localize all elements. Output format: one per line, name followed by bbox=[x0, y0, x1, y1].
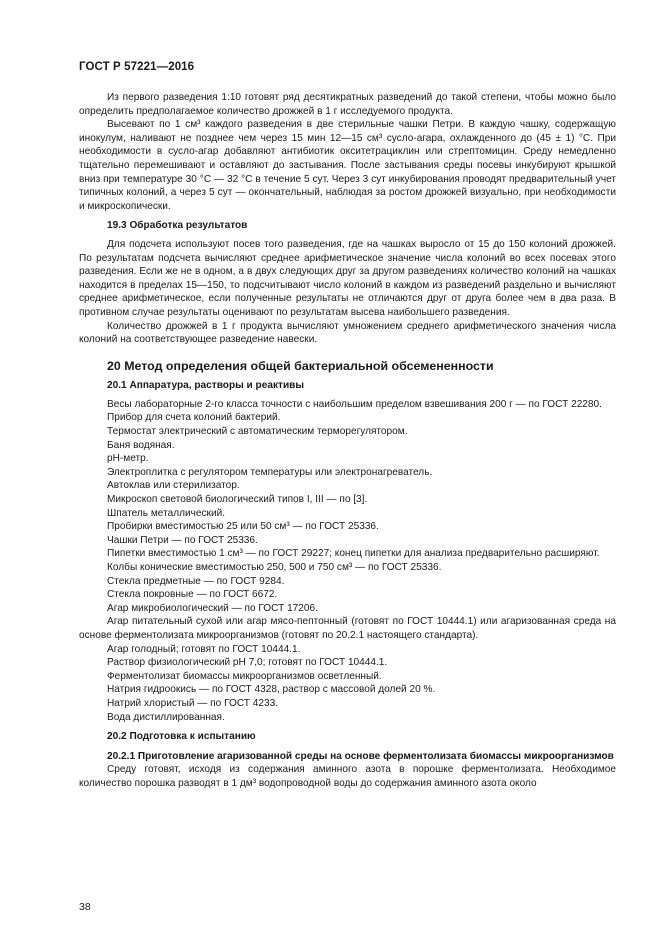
paragraph: Из первого разведения 1:10 готовят ряд десятикратных разведений до такой степени, чтобы можно было определить предполагаемое количество дрожжей в 1 г исследуемого продукта. bbox=[79, 92, 616, 117]
equipment-item: Стекла предметные — по ГОСТ 9284. bbox=[107, 575, 285, 587]
page-content bbox=[79, 91, 616, 791]
equipment-item: Стекла покровные — по ГОСТ 6672. bbox=[107, 589, 278, 601]
equipment-item: Колбы конические вместимостью 250, 500 и 750 см³ — по ГОСТ 25336. bbox=[107, 562, 442, 573]
equipment-item: Микроскоп световой биологический типов I, III — по [3]. bbox=[107, 494, 368, 506]
paragraph: Высевают по 1 см³ каждого разведения в две стерильные чашки Петри. В каждую чашку, содержащую инокулум, наливают не позднее чем через 15 мин 12—15 см³ сусло-агара, охлажденного до (45 ± 1) °С. При необходимости в сусло-агар добавляют антибиотик окситетрациклин или стрептомицин. Среду немедленно тщательно перемешивают и оставляют до застывания. После застывания среды посевы инкубируют крышкой вниз при температуре 30 °С — 32 °С в течение 5 сут. Через 3 сут инкубирования проводят предварительный учет типичных колоний, а через 5 сут — окончательный, наблюдая за ростом дрожжей визуально, при необходимости и микроскопически. bbox=[79, 119, 616, 212]
subsection-heading-20-2-1: 20.2.1 Приготовление агаризованной среды на основе ферментолизата биомассы микроорганизмов bbox=[107, 750, 614, 762]
document-header: ГОСТ Р 57221—2016 bbox=[79, 61, 195, 73]
paragraph: Количество дрожжей в 1 г продукта вычисляют умножением среднего арифметического значения числа колоний на соответствующее разведение навески. bbox=[79, 320, 616, 346]
equipment-item: Баня водяная. bbox=[107, 439, 175, 451]
equipment-item: Агар голодный; готовят по ГОСТ 10444.1. bbox=[107, 643, 301, 655]
equipment-item: Пробирки вместимостью 25 или 50 см³ — по ГОСТ 25336. bbox=[107, 521, 379, 533]
subsection-heading-20-1: 20.1 Аппаратура, растворы и реактивы bbox=[107, 380, 304, 392]
section-heading-20: 20 Метод определения общей бактериальной обсемененности bbox=[107, 358, 494, 373]
equipment-item: Пипетки вместимостью 1 см³ — по ГОСТ 29227; конец пипетки для анализа предварительно расширяют. bbox=[107, 548, 600, 560]
equipment-item: Весы лабораторные 2-го класса точности с наибольшим пределом взвешивания 200 г — по ГОСТ 22280. bbox=[107, 398, 602, 410]
subsection-heading-19-3: 19.3 Обработка результатов bbox=[107, 220, 248, 232]
page-number: 38 bbox=[79, 901, 91, 913]
paragraph: Для подсчета используют посев того разведения, где на чашках выросло от 15 до 150 колоний дрожжей. По результатам подсчета вычисляют среднее арифметическое значение числа колоний во всех посевах этого разведения. Если же не в одном, а в двух следующих друг за другом разведениях количество колоний на чашках находится в пределах 15—150, то подсчитывают число колоний в каждом из разведений раздельно и вычисляют среднее арифметическое, если полученные результаты не отличаются друг от друга более чем в два раза. В противном случае результаты оценивают по результатам высева наибольшего разведения. bbox=[79, 238, 616, 318]
equipment-item: Прибор для счета колоний бактерий. bbox=[107, 412, 281, 424]
equipment-item: Шпатель металлический. bbox=[107, 507, 226, 519]
equipment-item: Электроплитка с регулятором температуры или электронагреватель. bbox=[107, 466, 433, 478]
equipment-item: Раствор физиологический рН 7,0; готовят по ГОСТ 10444.1. bbox=[107, 657, 388, 669]
equipment-item: Натрия гидроокись — по ГОСТ 4328, раствор с массовой долей 20 %. bbox=[107, 684, 436, 696]
equipment-item: рН-метр. bbox=[107, 453, 149, 465]
paragraph: Среду готовят, исходя из содержания аминного азота в порошке ферментолизата. Необходимое количество порошка разводят в 1 дм³ водопроводной воды до содержания аминного азота около bbox=[79, 764, 616, 789]
equipment-item: Агар микробиологический — по ГОСТ 17206. bbox=[107, 602, 318, 614]
equipment-item: Чашки Петри — по ГОСТ 25336. bbox=[107, 534, 258, 546]
equipment-item: Натрий хлористый — по ГОСТ 4233. bbox=[107, 697, 278, 709]
equipment-item: Ферментолизат биомассы микроорганизмов осветленный. bbox=[107, 670, 382, 682]
equipment-list bbox=[79, 398, 616, 724]
equipment-item: Автоклав или стерилизатор. bbox=[107, 480, 240, 492]
equipment-item: Термостат электрический с автоматическим терморегулятором. bbox=[107, 426, 408, 438]
equipment-item: Вода дистиллированная. bbox=[107, 711, 225, 723]
equipment-item: Агар питательный сухой или агар мясо-пептонный (готовят по ГОСТ 10444.1) или агаризованная среда на основе ферментолизата микроорганизмов (готовят по 20.2.1 настоящего стандарта). bbox=[79, 616, 616, 641]
subsection-heading-20-2: 20.2 Подготовка к испытанию bbox=[107, 731, 256, 743]
